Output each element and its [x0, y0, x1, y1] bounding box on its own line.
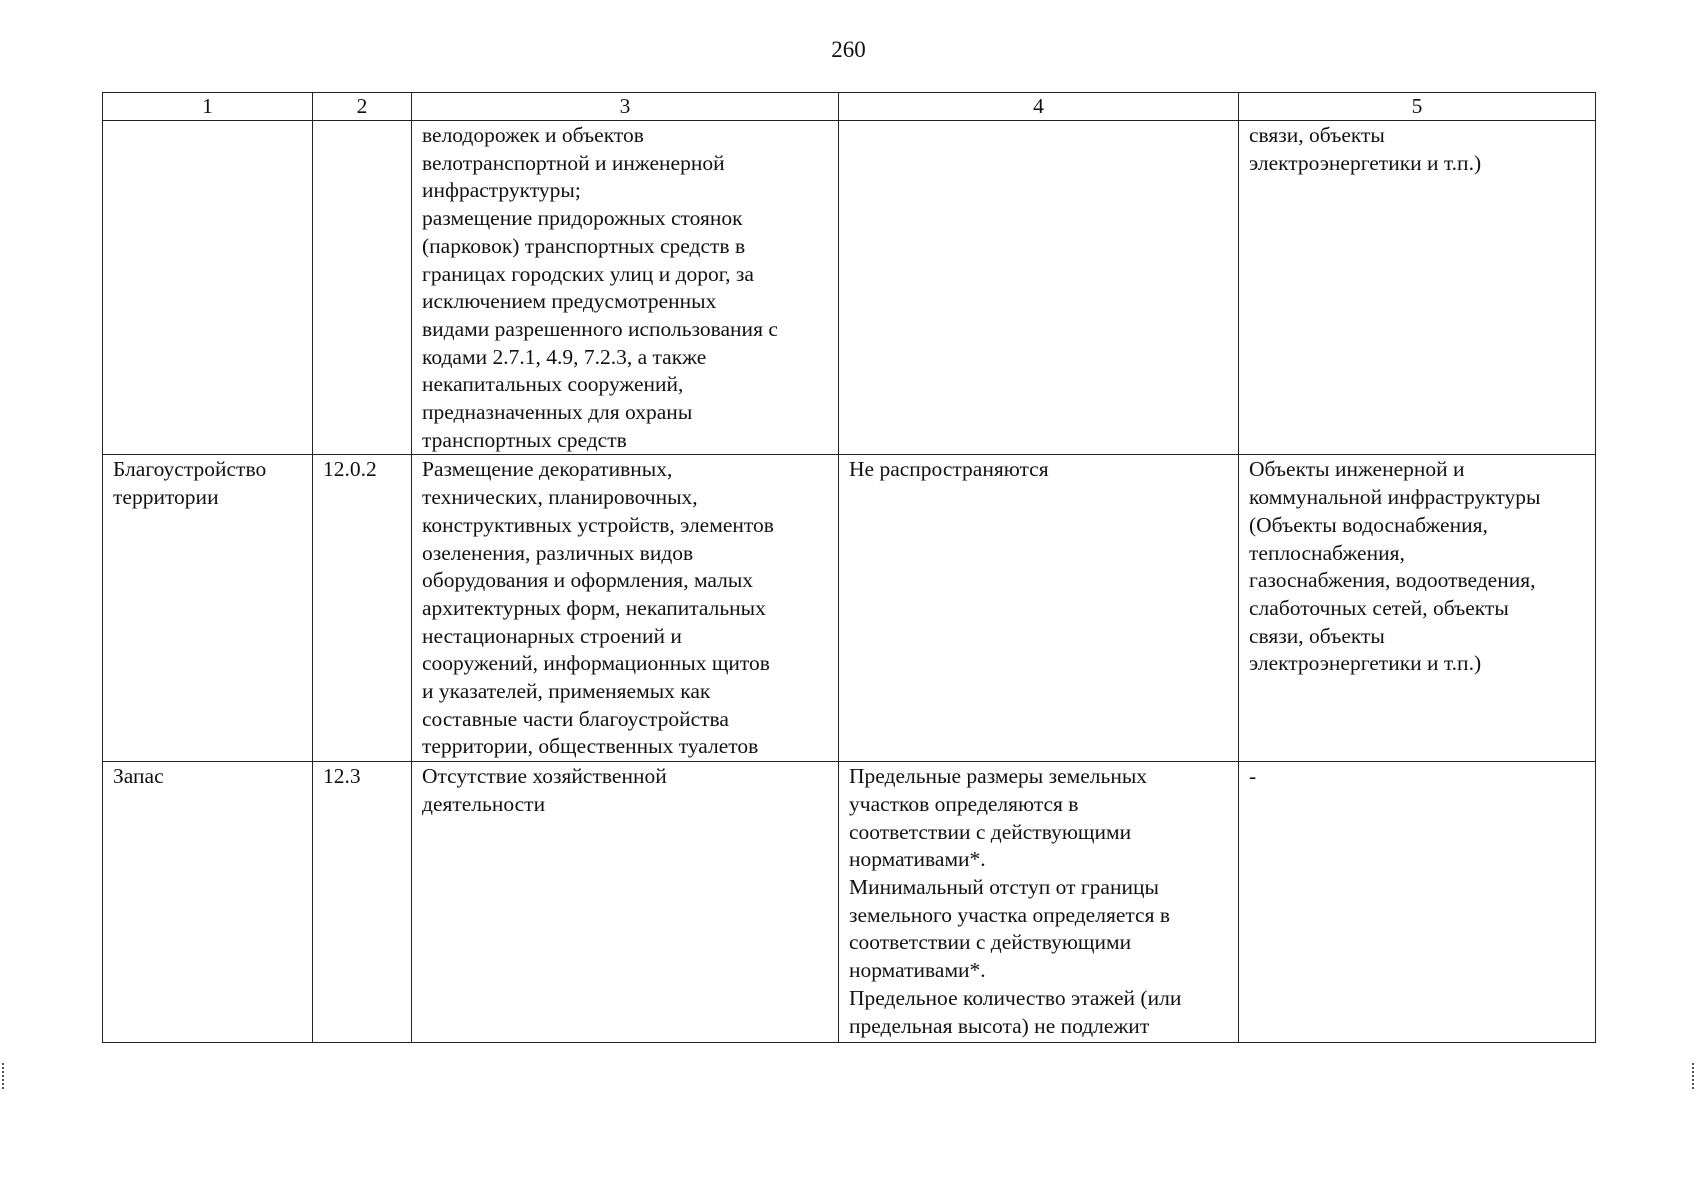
- cell-text-line: (Объекты водоснабжения,: [1249, 512, 1488, 537]
- use-description-cell: [412, 455, 839, 762]
- cell-text-line: некапитальных сооружений,: [422, 372, 684, 397]
- use-name-cell: [103, 762, 313, 1043]
- cell-text-line: размещение придорожных стоянок: [422, 206, 743, 231]
- cell-text-line: составные части благоустройства: [422, 706, 729, 731]
- cell-text-line: связи, объекты: [1249, 623, 1385, 648]
- use-parameters-cell: [839, 762, 1239, 1043]
- cell-text-line: Минимальный отступ от границы: [849, 874, 1159, 899]
- use-description-cell: [412, 762, 839, 1043]
- column-header-1: 1: [103, 93, 313, 121]
- use-infrastructure-cell: [1239, 121, 1596, 455]
- cell-text-line: Объекты инженерной и: [1249, 457, 1465, 482]
- cell-text-line: -: [1249, 764, 1257, 789]
- cell-text-line: озеленения, различных видов: [422, 540, 694, 565]
- cell-text-line: границах городских улиц и дорог, за: [422, 261, 754, 286]
- cell-text-line: (парковок) транспортных средств в: [422, 233, 746, 258]
- table-row: [103, 762, 1596, 1043]
- cell-text-line: Предельные размеры земельных: [849, 764, 1148, 789]
- cell-text-line: и указателей, применяемых как: [422, 679, 711, 704]
- cell-text-line: предназначенных для охраны: [422, 400, 693, 425]
- cell-text-line: исключением предусмотренных: [422, 289, 717, 314]
- cell-text-line: нормативами*.: [849, 847, 986, 872]
- cell-text-line: Не распространяются: [849, 457, 1049, 482]
- use-parameters-cell: [839, 121, 1239, 455]
- cell-text-line: нестационарных строений и: [422, 623, 682, 648]
- land-use-table: [102, 92, 1596, 1043]
- cell-text-line: велодорожек и объектов: [422, 123, 644, 147]
- cell-text-line: архитектурных форм, некапитальных: [422, 595, 766, 620]
- cell-text-line: электроэнергетики и т.п.): [1249, 651, 1482, 676]
- cell-text-line: слаботочных сетей, объекты: [1249, 595, 1509, 620]
- column-header-3: 3: [412, 93, 839, 121]
- cell-text-line: газоснабжения, водоотведения,: [1249, 568, 1536, 593]
- cell-text-line: нормативами*.: [849, 958, 986, 983]
- cell-text-line: территории, общественных туалетов: [422, 734, 759, 759]
- cell-text-line: 12.0.2: [323, 457, 377, 482]
- cell-text-line: сооружений, информационных щитов: [422, 651, 770, 676]
- column-header-5: 5: [1239, 93, 1596, 121]
- cell-text-line: связи, объекты: [1249, 123, 1385, 147]
- scan-edge-mark-right: [1692, 1063, 1697, 1089]
- cell-text-line: участков определяются в: [849, 791, 1079, 816]
- header-row: [103, 93, 1596, 121]
- use-infrastructure-cell: [1239, 455, 1596, 762]
- cell-text-line: 12.3: [323, 764, 361, 789]
- use-name-cell: [103, 455, 313, 762]
- cell-text-line: соответствии с действующими: [849, 819, 1132, 844]
- cell-text-line: велотранспортной и инженерной: [422, 150, 725, 175]
- cell-text-line: Благоустройство: [113, 457, 267, 482]
- cell-text-line: Размещение декоративных,: [422, 457, 673, 482]
- cell-text-line: электроэнергетики и т.п.): [1249, 150, 1482, 175]
- cell-text-line: предельная высота) не подлежит: [849, 1013, 1150, 1038]
- cell-text-line: инфраструктуры;: [422, 178, 581, 203]
- cell-text-line: территории: [113, 485, 219, 510]
- scan-edge-mark-left: [2, 1063, 7, 1089]
- cell-text-line: конструктивных устройств, элементов: [422, 512, 774, 537]
- use-parameters-cell: [839, 455, 1239, 762]
- page-number: 260: [831, 37, 866, 62]
- use-description-cell: [412, 121, 839, 455]
- use-code-cell: [313, 455, 412, 762]
- table-row: [103, 121, 1596, 455]
- cell-text-line: технических, планировочных,: [422, 485, 698, 510]
- cell-text-line: теплоснабжения,: [1249, 540, 1405, 565]
- table-header: [103, 93, 1596, 121]
- use-name-cell: [103, 121, 313, 455]
- cell-text-line: Запас: [113, 764, 164, 789]
- use-infrastructure-cell: [1239, 762, 1596, 1043]
- cell-text-line: Предельное количество этажей (или: [849, 985, 1182, 1010]
- column-header-4: 4: [839, 93, 1239, 121]
- cell-text-line: транспортных средств: [422, 427, 627, 452]
- table-body: [103, 121, 1596, 1043]
- use-code-cell: [313, 762, 412, 1043]
- cell-text-line: соответствии с действующими: [849, 930, 1132, 955]
- cell-text-line: кодами 2.7.1, 4.9, 7.2.3, а также: [422, 344, 707, 369]
- cell-text-line: оборудования и оформления, малых: [422, 568, 754, 593]
- table-row: [103, 455, 1596, 762]
- cell-text-line: видами разрешенного использования с: [422, 316, 778, 341]
- column-header-2: 2: [313, 93, 412, 121]
- cell-text-line: деятельности: [422, 791, 546, 816]
- cell-text-line: Отсутствие хозяйственной: [422, 764, 667, 789]
- cell-text-line: коммунальной инфраструктуры: [1249, 485, 1541, 510]
- cell-text-line: земельного участка определяется в: [849, 902, 1170, 927]
- use-code-cell: [313, 121, 412, 455]
